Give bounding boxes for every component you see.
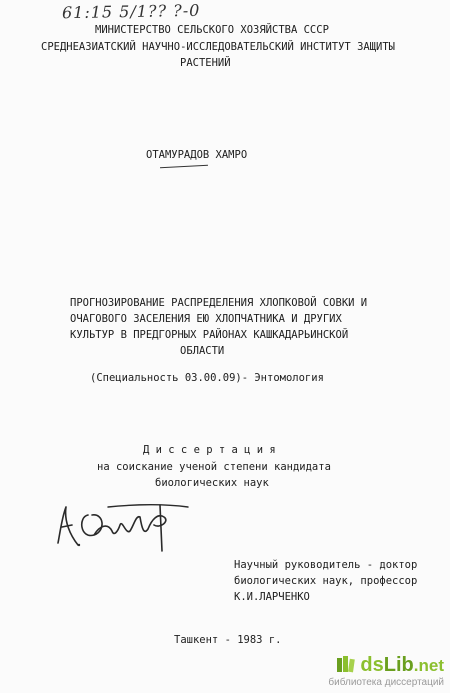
watermark-subtitle: библиотека диссертаций — [328, 677, 444, 688]
dissertation-heading: Д и с с е р т а ц и я — [143, 444, 276, 456]
watermark-ds: ds — [360, 654, 384, 676]
supervisor-name: К.И.ЛАРЧЕНКО — [234, 591, 310, 603]
books-icon — [336, 655, 358, 673]
author-name: ОТАМУРАДОВ ХАМРО — [146, 149, 248, 161]
author-underline — [160, 165, 208, 169]
title-line-1: ПРОГНОЗИРОВАНИЕ РАСПРЕДЕЛЕНИЯ ХЛОПКОВОЙ СОВКИ И — [70, 297, 368, 309]
watermark-net: .net — [413, 656, 444, 675]
city-year: Ташкент - 1983 г. — [174, 634, 282, 646]
title-line-4: ОБЛАСТИ — [180, 345, 225, 357]
archive-stamp: 61:15 5/1?? ?-0 — [61, 0, 201, 23]
dissertation-field: биологических наук — [155, 477, 269, 489]
header-institute: СРЕДНЕАЗИАТСКИЙ НАУЧНО-ИССЛЕДОВАТЕЛЬСКИЙ ИНСТИТУТ ЗАЩИТЫ — [41, 41, 396, 53]
title-line-3: КУЛЬТУР В ПРЕДГОРНЫХ РАЙОНАХ КАШКАДАРЬИНСКОЙ — [70, 329, 349, 341]
header-ministry: МИНИСТЕРСТВО СЕЛЬСКОГО ХОЗЯЙСТВА СССР — [95, 24, 329, 36]
title-line-2: ОЧАГОВОГО ЗАСЕЛЕНИЯ ЕЮ ХЛОПЧАТНИКА И ДРУГИХ — [70, 313, 342, 325]
handwritten-signature — [48, 495, 208, 555]
dslib-watermark[interactable] — [328, 654, 444, 689]
specialty: (Специальность 03.00.09)- Энтомология — [90, 372, 324, 384]
supervisor-degree: биологических наук, профессор — [234, 575, 418, 587]
header-institute-cont: РАСТЕНИЙ — [180, 57, 231, 69]
supervisor-title: Научный руководитель - доктор — [234, 559, 418, 571]
dissertation-degree: на соискание ученой степени кандидата — [97, 461, 331, 473]
watermark-lib: Lib — [383, 654, 414, 676]
